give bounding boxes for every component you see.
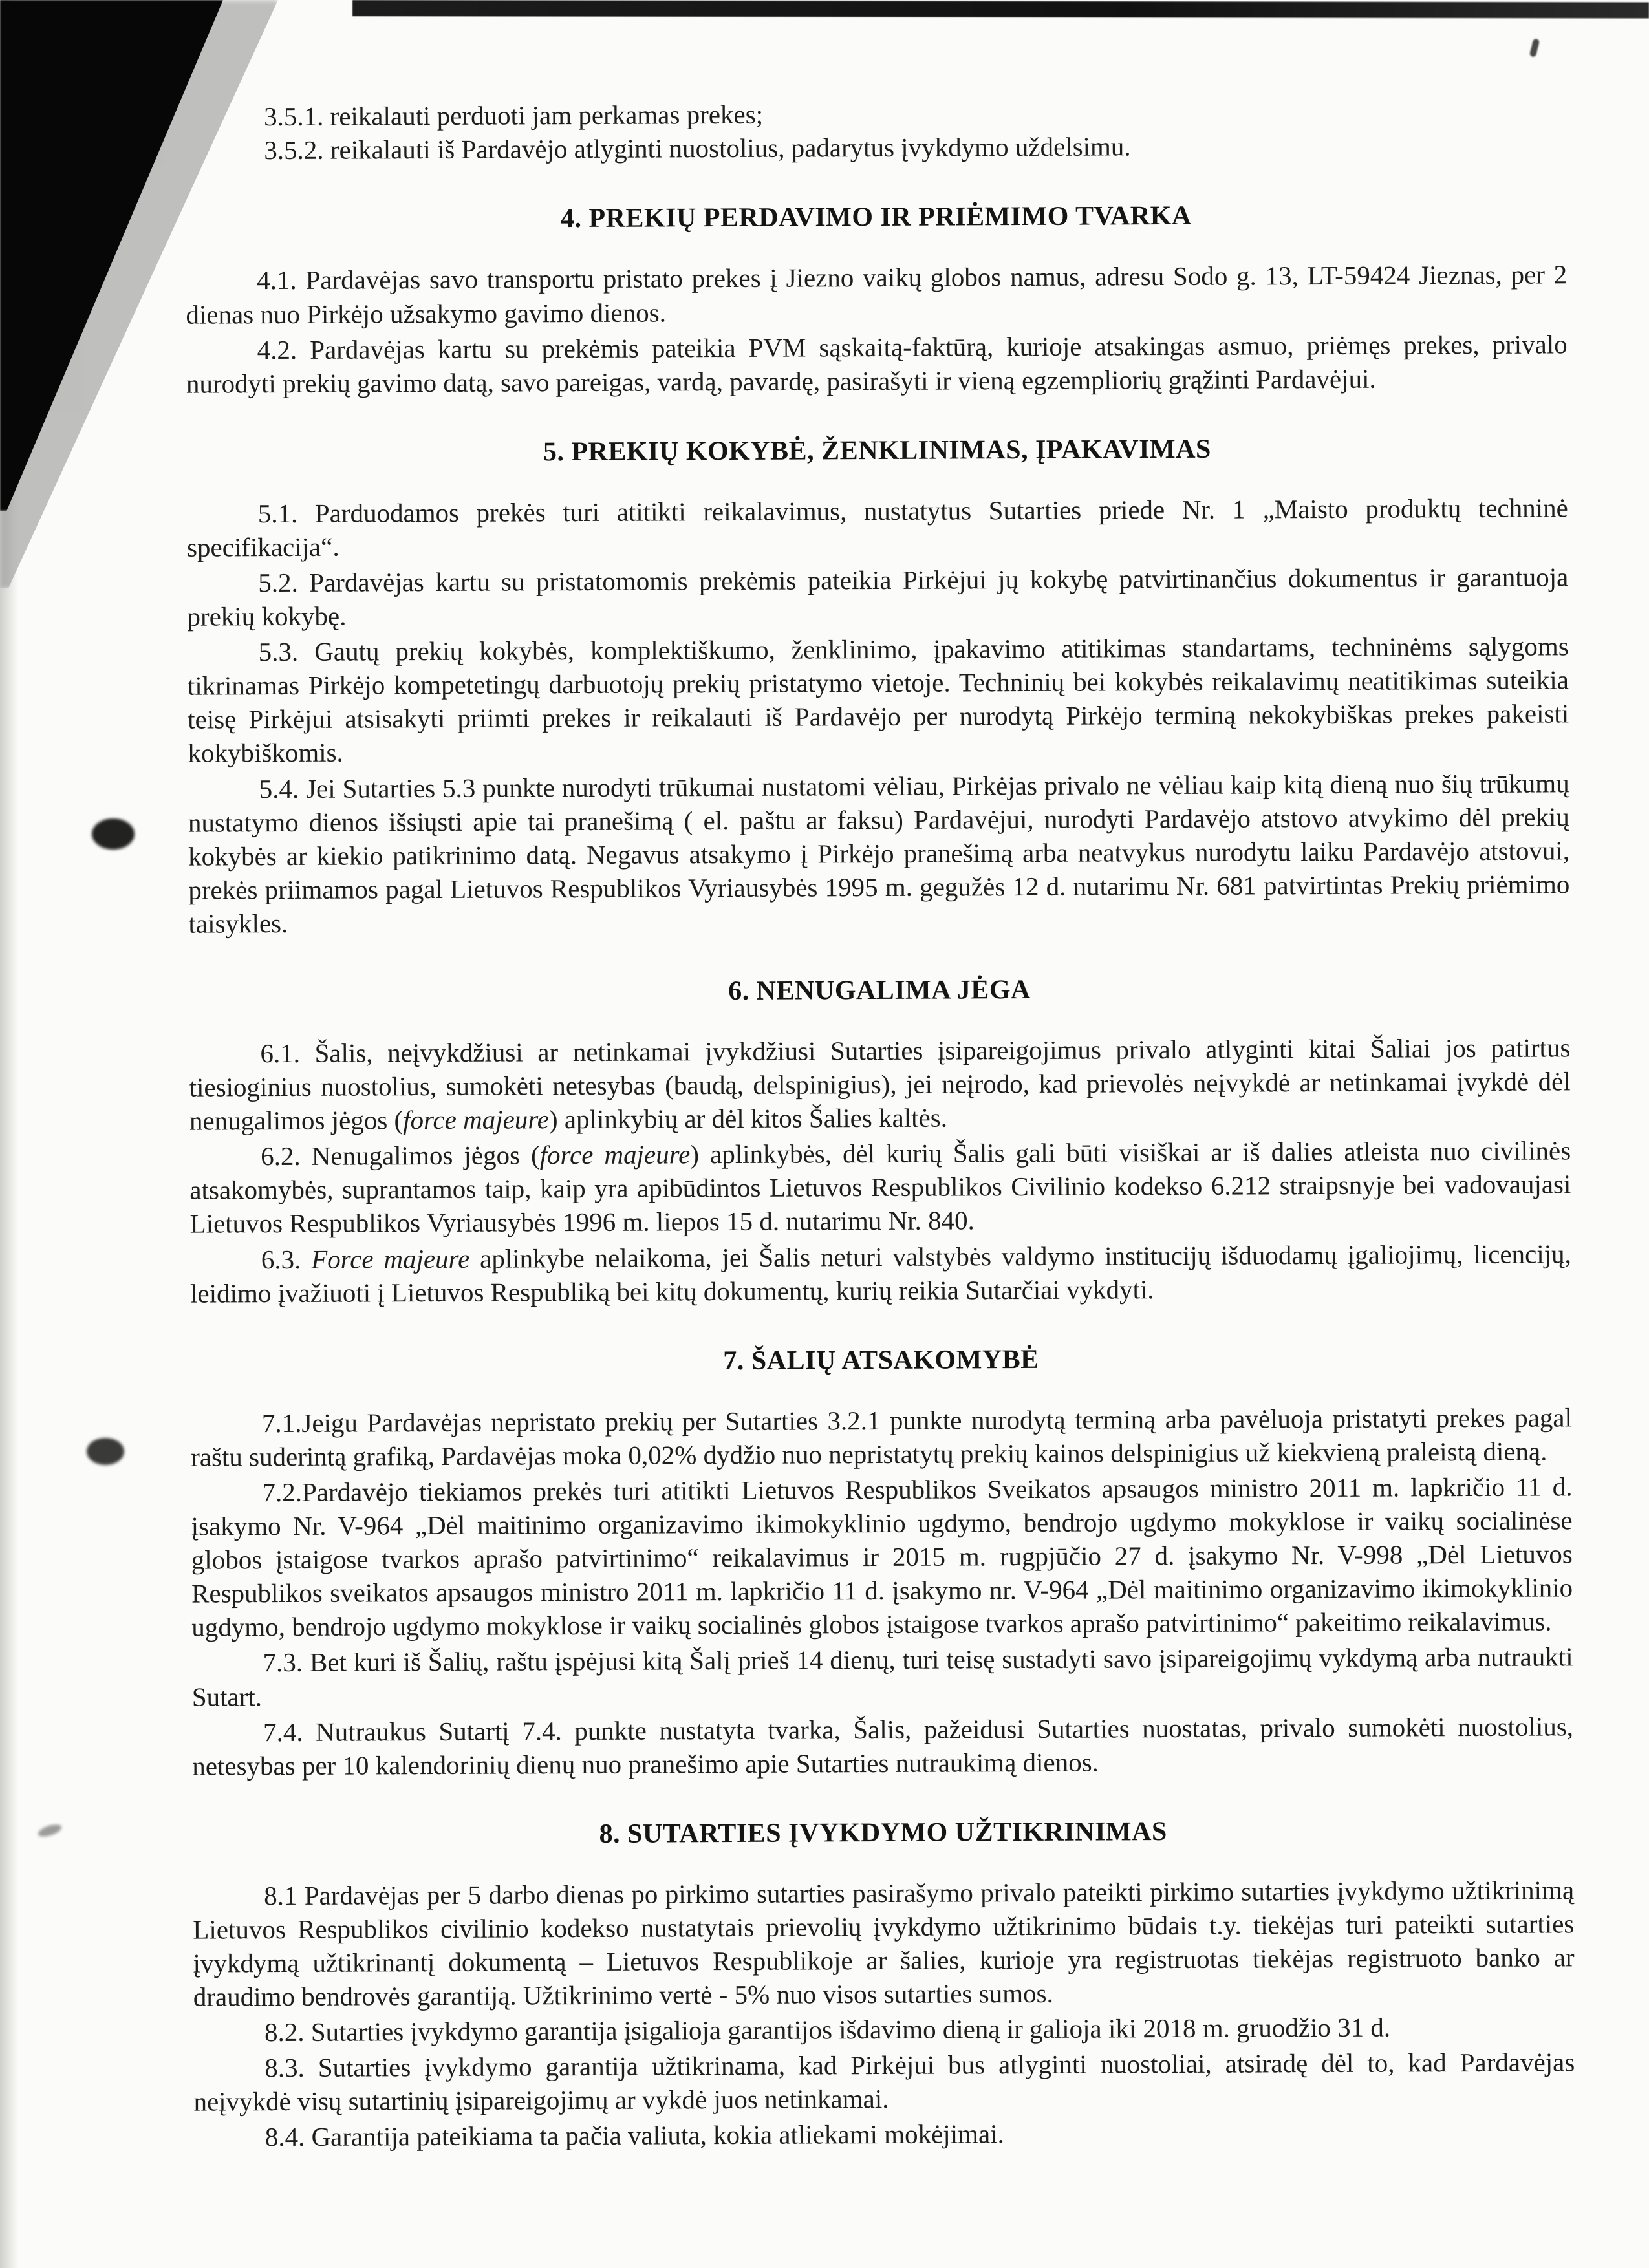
clause-text: ) aplinkybių ar dėl kitos Šalies kaltės.	[548, 1102, 948, 1135]
force-majeure-italic: Force majeure	[311, 1243, 470, 1274]
scan-speck-left	[37, 1822, 63, 1839]
section-8-heading: 8. SUTARTIES ĮVYKDYMO UŽTIKRINIMAS	[599, 1816, 1167, 1849]
section-4-heading: 4. PREKIŲ PERDAVIMO IR PRIĖMIMO TVARKA	[560, 200, 1192, 234]
clause-7-2: 7.2.Pardavėjo tiekiamos prekės turi atitikti Lietuvos Respublikos Sveikatos apsaugos ministro 2011 m. lapkričio 11 d. įsakymo Nr. V-964 „Dėl maitinimo organizavimo ikimokyklinio ugdymo, bendrojo ugdymo mokyklose ir vaikų socialinėse globos įstaigose tvarkos aprašo patvirtinimo“ reikalavimus ir 2015 m. rugpjūčio 27 d. įsakymo Nr. V-998 „Dėl Lietuvos Respublikos sveikatos apsaugos ministro 2011 m. lapkričio 11 d. įsakymo nr. V-964 „Dėl maitinimo organizavimo ikimokyklinio ugdymo, bendrojo ugdymo mokyklose ir vaikų socialinės globos įstaigose tvarkos aprašo patvirtinimo“ pakeitimo reikalavimus.	[191, 1471, 1573, 1643]
hole-punch-mark-bottom	[87, 1438, 124, 1465]
clause-text: aplinkybe nelaikoma, jei Šalis neturi valstybės valdymo institucijų išduodamų įgaliojimų, licencijų, leidimo įvažiuoti į Lietuvos Respubliką bei kitų dokumentų, kurių reikia Sutarčiai vykdyti.	[189, 1238, 1571, 1309]
clause-4-1: 4.1. Pardavėjas savo transportu pristato prekes į Jiezno vaikų globos namus, adresu Sodo g. 13, LT-59424 Jieznas, per 2 dienas nuo Pirkėjo užsakymo gavimo dienos.	[186, 259, 1568, 330]
force-majeure-italic: force majeure	[539, 1139, 691, 1170]
force-majeure-italic: force majeure	[403, 1104, 550, 1135]
clause-6-2	[189, 1134, 1571, 1241]
clause-6-3	[190, 1237, 1571, 1310]
clause-5-3: 5.3. Gautų prekių kokybės, komplektiškumo, ženklinimo, įpakavimo atitikimas standartams, techninėms sąlygoms tikrinamas Pirkėjo kompetetingų darbuotojų prekių pristatymo vietoje. Techninių bei kokybės reikalavimų neatitikimas suteikia teisę Pirkėjui atsisakyti priimti prekes ir reikalauti iš Pardavėjo per nurodytą Pirkėjo terminą nekokybiškas prekes pakeisti kokybiškomis.	[187, 631, 1569, 769]
clause-8-3: 8.3. Sutarties įvykdymo garantija užtikrinama, kad Pirkėjui bus atlyginti nuostoliai, atsiradę dėl to, kad Pardavėjas neįvykdė visų sutartinių įsipareigojimų ar vykdė juos netinkamai.	[193, 2047, 1575, 2117]
clause-4-2: 4.2. Pardavėjas kartu su prekėmis pateikia PVM sąskaitą-faktūrą, kurioje atsakingas asmuo, priėmęs prekes, privalo nurodyti prekių gavimo datą, savo pareigas, vardą, pavardę, pasirašyti ir vieną egzempliorių grąžinti Pardavėjui.	[186, 328, 1568, 399]
section-5-heading: 5. PREKIŲ KOKYBĖ, ŽENKLINIMAS, ĮPAKAVIMAS	[543, 434, 1211, 467]
clause-5-1: 5.1. Parduodamos prekės turi atitikti reikalavimus, nustatytus Sutarties priede Nr. 1 „Maisto produktų techninė specifikacija“.	[186, 493, 1568, 562]
clause-8-2: 8.2. Sutarties įvykdymo garantija įsigalioja garantijos išdavimo dieną ir galioja iki 2018 m. gruodžio 31 d.	[264, 2012, 1391, 2048]
clause-text: 6.2. Nenugalimos jėgos (	[261, 1140, 540, 1171]
hole-punch-mark-top	[92, 818, 135, 850]
clause-text: 6.3.	[261, 1244, 312, 1274]
clause-7-1: 7.1.Jeigu Pardavėjas nepristato prekių per Sutarties 3.2.1 punkte nurodytą terminą arba pavėluoja pristatyti prekes pagal raštu suderintą grafiką, Pardavėjas moka 0,02% dydžio nuo nepristatytų prekių kainos delspinigius už kiekvieną praleistą dieną.	[191, 1402, 1573, 1472]
clause-7-3: 7.3. Bet kuri iš Šalių, raštu įspėjusi kitą Šalį prieš 14 dienų, turi teisę sustadyti savo įsipareigojimų vykdymą arba nutraukti Sutart.	[191, 1642, 1573, 1712]
document-content	[185, 94, 1575, 2156]
clause-5-2: 5.2. Pardavėjas kartu su pristatomomis prekėmis pateikia Pirkėjui jų kokybę patvirtinančius dokumentus ir garantuoja prekių kokybę.	[187, 562, 1569, 632]
clause-text: ) aplinkybės, dėl kurių Šalis gali būti visiškai ar iš dalies atleista nuo civilinės atsakomybės, suprantamos taip, kaip yra apibūdintos Lietuvos Respublikos Civilinio kodekso 6.212 straipsnyje bei vadovaujasi Lietuvos Respublikos Vyriausybės 1996 m. liepos 15 d. nutarimu Nr. 840.	[189, 1135, 1571, 1239]
scan-top-edge-bar	[352, 0, 1649, 18]
clause-text: 6.1. Šalis, neįvykdžiusi ar netinkamai įvykdžiusi Sutarties įsipareigojimus privalo atlyginti kitai Šaliai jos patirtus tiesioginius nuostolius, sumokėti netesybas (baudą, delspinigius), jei neįrodo, kad prievolės neįvykdė ar netinkamai įvykdė dėl nenugalimos jėgos (	[189, 1032, 1571, 1136]
clause-5-4: 5.4. Jei Sutarties 5.3 punkte nurodyti trūkumai nustatomi vėliau, Pirkėjas privalo ne vėliau kaip kitą dieną nuo šių trūkumų nustatymo dienos išsiųsti apie tai pranešimą ( el. paštu ar faksu) Pardavėjui, nurodyti Pardavėjo atstovo atvykimo dėl prekių kokybės ar kiekio patikrinimo datą. Negavus atsakymo į Pirkėjo pranešimą arba neatvykus nurodytu laiku Pardavėjo atstovui, prekės priimamos pagal Lietuvos Respublikos Vyriausybės 1995 m. gegužės 12 d. nutarimu Nr. 681 patvirtintas Prekių priėmimo taisykles.	[188, 767, 1570, 939]
section-6-heading: 6. NENUGALIMA JĖGA	[728, 974, 1031, 1006]
clause-6-1	[189, 1031, 1571, 1138]
clause-8-4: 8.4. Garantija pateikiama ta pačia valiuta, kokia atliekami mokėjimai.	[264, 2119, 1004, 2152]
clause-8-1: 8.1 Pardavėjas per 5 darbo dienas po pirkimo sutarties pasirašymo privalo pateikti pirkimo sutarties įvykdymo užtikrinimą Lietuvos Respublikos civilinio kodekso nustatytais prievolių įvykdymo užtikrinimo būdais t.y. tiekėjas turi pateikti sutarties įvykdymą užtikrinantį dokumentą – Lietuvos Respublikoje ar šalies, kurioje yra registruotas tiekėjas registruoto banko ar draudimo bendrovės garantiją. Užtikrinimo vertė - 5% nuo visos sutarties sumos.	[193, 1875, 1575, 2012]
clause-3-5-1: 3.5.1. reikalauti perduoti jam perkamas prekes;	[264, 99, 764, 132]
clause-3-5-2: 3.5.2. reikalauti iš Pardavėjo atlyginti nuostolius, padarytus įvykdymo uždelsimu.	[264, 131, 1131, 166]
scan-speck-top-right	[1529, 38, 1540, 58]
clause-7-4: 7.4. Nutraukus Sutartį 7.4. punkte nustatyta tvarka, Šalis, pažeidusi Sutarties nuostatas, privalo sumokėti nuostolius, netesybas per 10 kalendorinių dienų nuo pranešimo apie Sutarties nutraukimą dienos.	[192, 1711, 1574, 1781]
section-7-heading: 7. ŠALIŲ ATSAKOMYBĖ	[723, 1344, 1039, 1376]
